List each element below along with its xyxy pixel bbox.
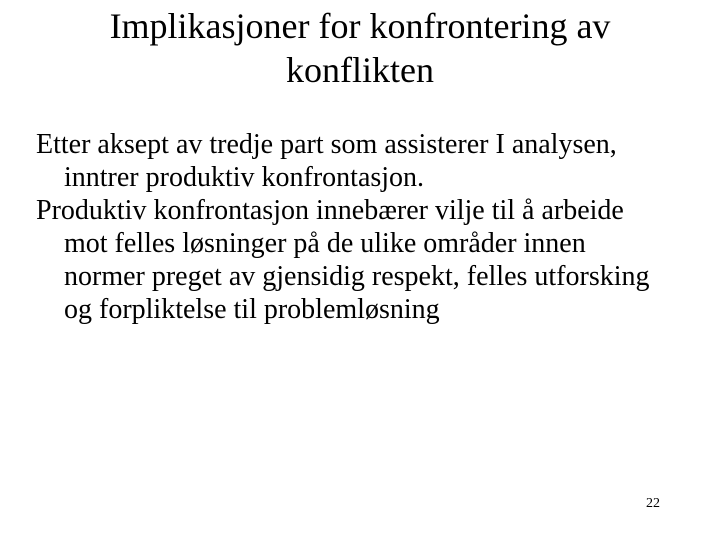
- body-paragraph-1: Etter aksept av tredje part som assisterer I analysen, inntrer produktiv konfrontasjon.: [36, 129, 617, 193]
- slide-title: Implikasjoner for konfrontering av konflikten: [109, 6, 611, 90]
- slide-body: [36, 128, 656, 326]
- page-number: 22: [646, 496, 660, 511]
- body-paragraph-2: Produktiv konfrontasjon innebærer vilje til å arbeide mot felles løsninger på de ulike områder innen normer preget av gjensidig respekt, felles utforsking og forpliktelse til problemløsning: [36, 195, 650, 325]
